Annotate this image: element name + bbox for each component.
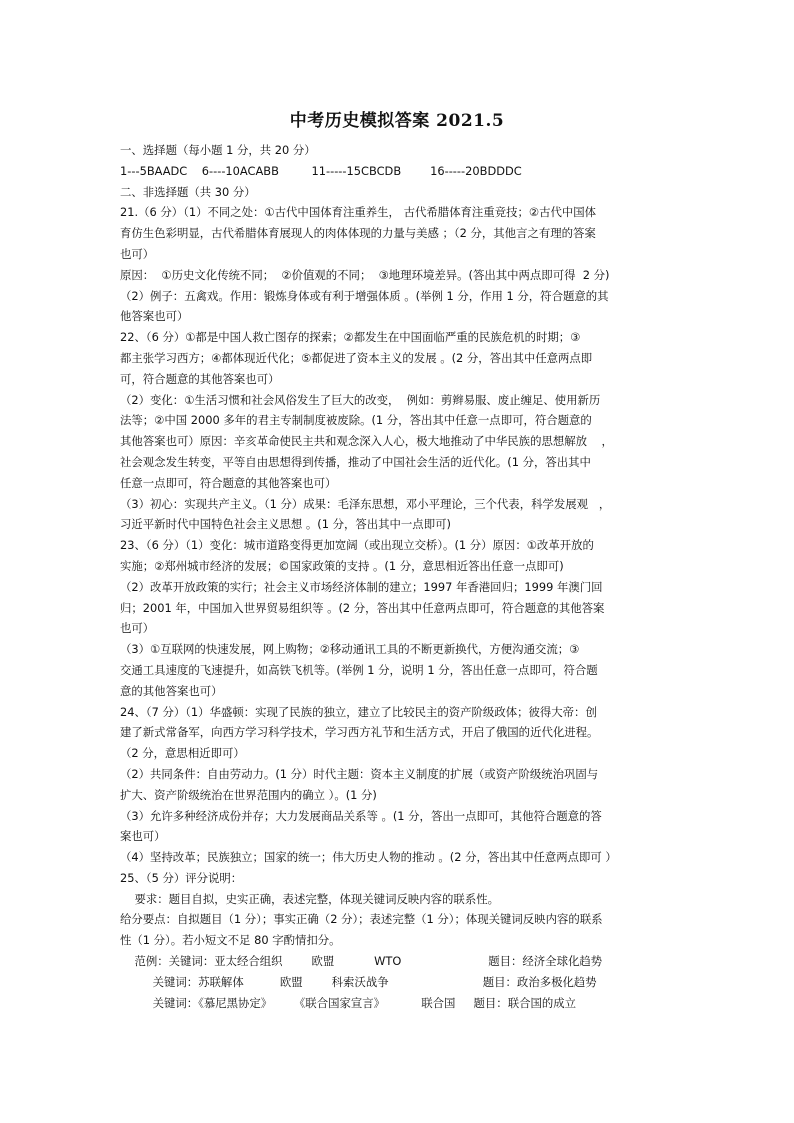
answer-line: 建了新式常备军，向西方学习科学技术，学习西方礼节和生活方式，开启了俄国的近代化进程。 [120, 725, 599, 740]
answer-line: （2）改革开放政策的实行；社会主义市场经济体制的建立；1997 年香港回归；1999 年澳门回 [120, 579, 603, 594]
answer-line: 22、（6 分）①都是中国人救亡图存的探索；②都发生在中国面临严重的民族危机的时期；③ [120, 330, 581, 345]
answer-line: （3）初心：实现共产主义。（1 分）成果：毛泽东思想，邓小平理论，三个代表，科学发展观 ， [120, 496, 611, 511]
answer-line: （2）变化：①生活习惯和社会风俗发生了巨大的改变， 例如：剪辫易服、废止缠足、使用新历 [120, 392, 601, 407]
answer-line: 育仿生色彩明显，古代希腊体育展现人的肉体体现的力量与美感 ；（2 分，其他言之有理的答案 [120, 226, 596, 241]
answer-line: 25、（5 分）评分说明： [120, 870, 243, 885]
answer-line: 给分要点：自拟题目（1 分）；事实正确（2 分）；表述完整（1 分）；体现关键词反映内容的联系 [120, 912, 603, 927]
answer-line: （2）例子：五禽戏。作用：锻炼身体或有利于增强体质 。(举例 1 分，作用 1 分，符合题意的其 [120, 288, 609, 303]
answer-line: 扩大、资产阶级统治在世界范围内的确立 ）。(1 分) [120, 787, 377, 802]
answer-body [120, 140, 680, 1013]
answer-line: 性（1 分）。若小短文不足 80 字酌情扣分。 [120, 933, 341, 948]
answer-line: 二、非选择题（共 30 分） [120, 184, 256, 199]
answer-line: 他答案也可） [120, 309, 189, 324]
answer-line: 23、（6 分）（1）变化：城市道路变得更加宽阔（或出现立交桥）。(1 分）原因：①改革开放的 [120, 538, 594, 553]
answer-line: （3）①互联网的快速发展，网上购物；②移动通讯工具的不断更新换代，方便沟通交流；③ [120, 642, 580, 657]
answer-line: 习近平新时代中国特色社会主义思想 。(1 分，答出其中一点即可) [120, 517, 451, 532]
answer-line: 原因： ①历史文化传统不同； ②价值观的不同； ③地理环境差异。(答出其中两点即可得 2 分) [120, 267, 610, 282]
answer-line: 都主张学习西方；④都体现近代化；⑤都促进了资本主义的发展 。(2 分，答出其中任意两点即 [120, 350, 593, 365]
answer-line: 要求：题目自拟，史实正确，表述完整，体现关键词反映内容的联系性。 [120, 891, 499, 906]
answer-line: （2）共同条件：自由劳动力。(1 分）时代主题：资本主义制度的扩展（或资产阶级统治巩固与 [120, 766, 599, 781]
answer-line: 也可） [120, 621, 155, 636]
answer-line: 意的其他答案也可） [120, 683, 223, 698]
answer-line: 实施；②郑州城市经济的发展；©国家政策的支持 。(1 分，意思相近答出任意一点即可) [120, 558, 564, 573]
answer-line: 关键词：苏联解体 欧盟 科索沃战争 题目：政治多极化趋势 [120, 974, 597, 989]
answer-line: 也可） [120, 246, 155, 261]
answer-line: 21.（6 分）（1）不同之处：①古代中国体育注重养生， 古代希腊体育注重竞技；②古代中国体 [120, 205, 597, 220]
answer-line: （3）允许多种经济成份并存；大力发展商品关系等 。(1 分，答出一点即可，其他符合题意的答 [120, 808, 602, 823]
answer-line: 归；2001 年，中国加入世界贸易组织等 。(2 分，答出其中任意两点即可，符合题意的其他答案 [120, 600, 605, 615]
answer-line: 1---5BAADC 6----10ACABB 11-----15CBCDB 16-----20BDDDC [120, 163, 522, 178]
answer-line: 24、（7 分）（1）华盛顿：实现了民族的独立，建立了比较民主的资产阶级政体；彼得大帝：创 [120, 704, 597, 719]
page-title: 中考历史模拟答案 2021.5 [289, 111, 505, 131]
answer-line: 一、选择题（每小题 1 分，共 20 分） [120, 143, 316, 157]
answer-line: 案也可） [120, 829, 166, 844]
answer-line: 任意一点即可，符合题意的其他答案也可） [120, 475, 337, 490]
answer-line: 其他答案也可）原因：辛亥革命使民主共和观念深入人心，极大地推动了中华民族的思想解放 ， [120, 434, 613, 449]
answer-line: 范例：关键词：亚太经合组织 欧盟 WTO 题目：经济全球化趋势 [120, 954, 603, 969]
answer-line: 社会观念发生转变，平等自由思想得到传播，推动了中国社会生活的近代化。(1 分，答出其中 [120, 454, 591, 469]
answer-line: （2 分，意思相近即可） [120, 746, 245, 761]
answer-line: 法等；②中国 2000 多年的君主专制制度被废除。(1 分，答出其中任意一点即可，符合题意的 [120, 413, 592, 428]
answer-line: （4）坚持改革；民族独立；国家的统一；伟大历史人物的推动 。(2 分，答出其中任意两点即可 ） [120, 850, 617, 865]
answer-line: 关键词：《慕尼黑协定》 《联合国家宣言》 联合国 题目：联合国的成立 [120, 995, 577, 1010]
answer-line: 可，符合题意的其他答案也可） [120, 371, 280, 386]
answer-line: 交通工具速度的飞速提升，如高铁飞机等。(举例 1 分，说明 1 分，答出任意一点即可，符合题 [120, 662, 598, 677]
